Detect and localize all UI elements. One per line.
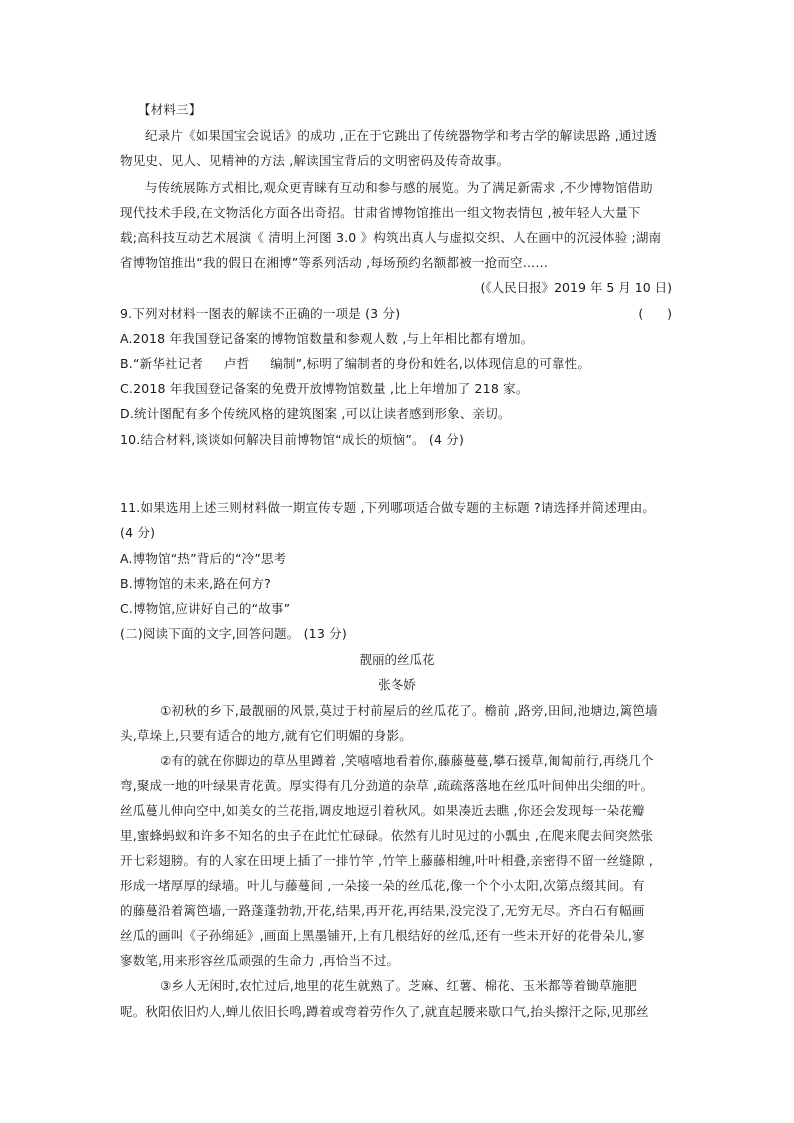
q11-stem-line1: 11.如果选用上述三则材料做一期宣传专题 ,下列哪项适合做专题的主标题 ?请选择并简述理由。 (120, 500, 656, 515)
para2-line7: 的藤蔓沿着篱笆墙,一路蓬蓬勃勃,开花,结果,再开花,再结果,没完没了,无穷无尽。齐白石有幅画 (120, 903, 645, 918)
material3-p1-line1: 纪录片《如果国宝会说话》的成功 ,正在于它跳出了传统器物学和考古学的解读思路 ,通过透 (145, 128, 657, 143)
para2-line8: 丝瓜的画叫《子孙绵延》,画面上黑墨铺开,上有几根结好的丝瓜,还有一些未开好的花骨朵儿,寥 (120, 928, 645, 943)
q9-stem: 9.下列对材料一图表的解读不正确的一项是 (3 分) (120, 306, 401, 321)
para2-line1: ②有的就在你脚边的草丛里蹲着 ,笑嘻嘻地看着你,藤藤蔓蔓,攀石援草,匍匐前行,再绕几个 (160, 753, 654, 768)
q11-option-b: B.博物馆的未来,路在何方? (120, 576, 271, 591)
para1-line1: ①初秋的乡下,最靓丽的风景,莫过于村前屋后的丝瓜花了。檐前 ,路旁,田间,池塘边,篱笆墙 (160, 703, 658, 718)
q10-stem: 10.结合材料,谈谈如何解决目前博物馆“成长的烦恼”。 (4 分) (120, 432, 465, 447)
q9-answer-paren: ( ) (638, 306, 672, 321)
para3-line2: 呢。秋阳依旧灼人,蝉儿依旧长鸣,蹲着或弯着劳作久了,就直起腰来歇口气,抬头擦汗之际,见那丝 (120, 1004, 649, 1019)
para1-line2: 头,草垛上,只要有适合的地方,就有它们明媚的身影。 (120, 728, 412, 743)
para3-line1: ③乡人无闲时,农忙过后,地里的花生就熟了。芝麻、红薯、棉花、玉米都等着锄草施肥 (160, 978, 637, 993)
q9-option-c: C.2018 年我国登记备案的免费开放博物馆数量 ,比上年增加了 218 家。 (120, 381, 529, 396)
q11-option-c: C.博物馆,应讲好自己的“故事” (120, 601, 291, 616)
section2-intro: (二)阅读下面的文字,回答问题。 (13 分) (120, 626, 347, 641)
material3-p2-line3: 载;高科技互动艺术展演《 清明上河图 3.0 》构筑出真人与虚拟交织、人在画中的沉浸体验 ;湖南 (120, 230, 662, 245)
material3-p2-line1: 与传统展陈方式相比,观众更青睐有互动和参与感的展览。为了满足新需求 ,不少博物馆借助 (145, 180, 653, 195)
para2-line3: 丝瓜蔓儿伸向空中,如美女的兰花指,调皮地逗引着秋风。如果凑近去瞧 ,你还会发现每一朵花瓣 (120, 803, 645, 818)
material3-p2-line2: 现代技术手段,在文物活化方面各出奇招。甘肃省博物馆推出一组文物表情包 ,被年轻人大量下 (120, 205, 641, 220)
q9-option-a: A.2018 年我国登记备案的博物馆数量和参观人数 ,与上年相比都有增加。 (120, 331, 534, 346)
para2-line6: 形成一堵厚厚的绿墙。叶儿与藤蔓间 ,一朵接一朵的丝瓜花,像一个个小太阳,次第点缀其间。有 (120, 878, 645, 893)
material3-citation: (《人民日报》2019 年 5 月 10 日) (480, 280, 672, 295)
para2-line9: 寥数笔,用来形容丝瓜顽强的生命力 ,再恰当不过。 (120, 953, 400, 968)
q9-option-d: D.统计图配有多个传统风格的建筑图案 ,可以让读者感到形象、亲切。 (120, 406, 511, 421)
material3-p2-line4: 省博物馆推出“我的假日在湘博”等系列活动 ,每场预约名额都被一抢而空…… (120, 255, 549, 270)
q11-stem-line2: (4 分) (120, 525, 156, 540)
q9-option-b: B.“新华社记者 卢哲 编制”,标明了编制者的身份和姓名,以体现信息的可靠性。 (120, 356, 591, 371)
para2-line4: 里,蜜蜂蚂蚁和许多不知名的虫子在此忙忙碌碌。依然有儿时见过的小瓢虫 ,在爬来爬去间突然张 (120, 828, 654, 843)
material3-heading: 【材料三】 (138, 102, 202, 117)
material3-p1-line2: 物见史、见人、见精神的方法 ,解读国宝背后的文明密码及传奇故事。 (120, 153, 510, 168)
article-author: 张冬娇 (378, 677, 416, 692)
q11-option-a: A.博物馆“热”背后的“冷”思考 (120, 551, 287, 566)
article-title: 靓丽的丝瓜花 (359, 652, 435, 667)
para2-line2: 弯,聚成一地的叶绿果青花黄。厚实得有几分劲道的杂草 ,疏疏落落地在丝瓜叶间伸出尖细的叶。 (120, 778, 654, 793)
para2-line5: 开七彩翅膀。有的人家在田埂上插了一排竹竿 ,竹竿上藤藤相缠,叶叶相叠,亲密得不留一丝缝隙 , (120, 853, 654, 868)
